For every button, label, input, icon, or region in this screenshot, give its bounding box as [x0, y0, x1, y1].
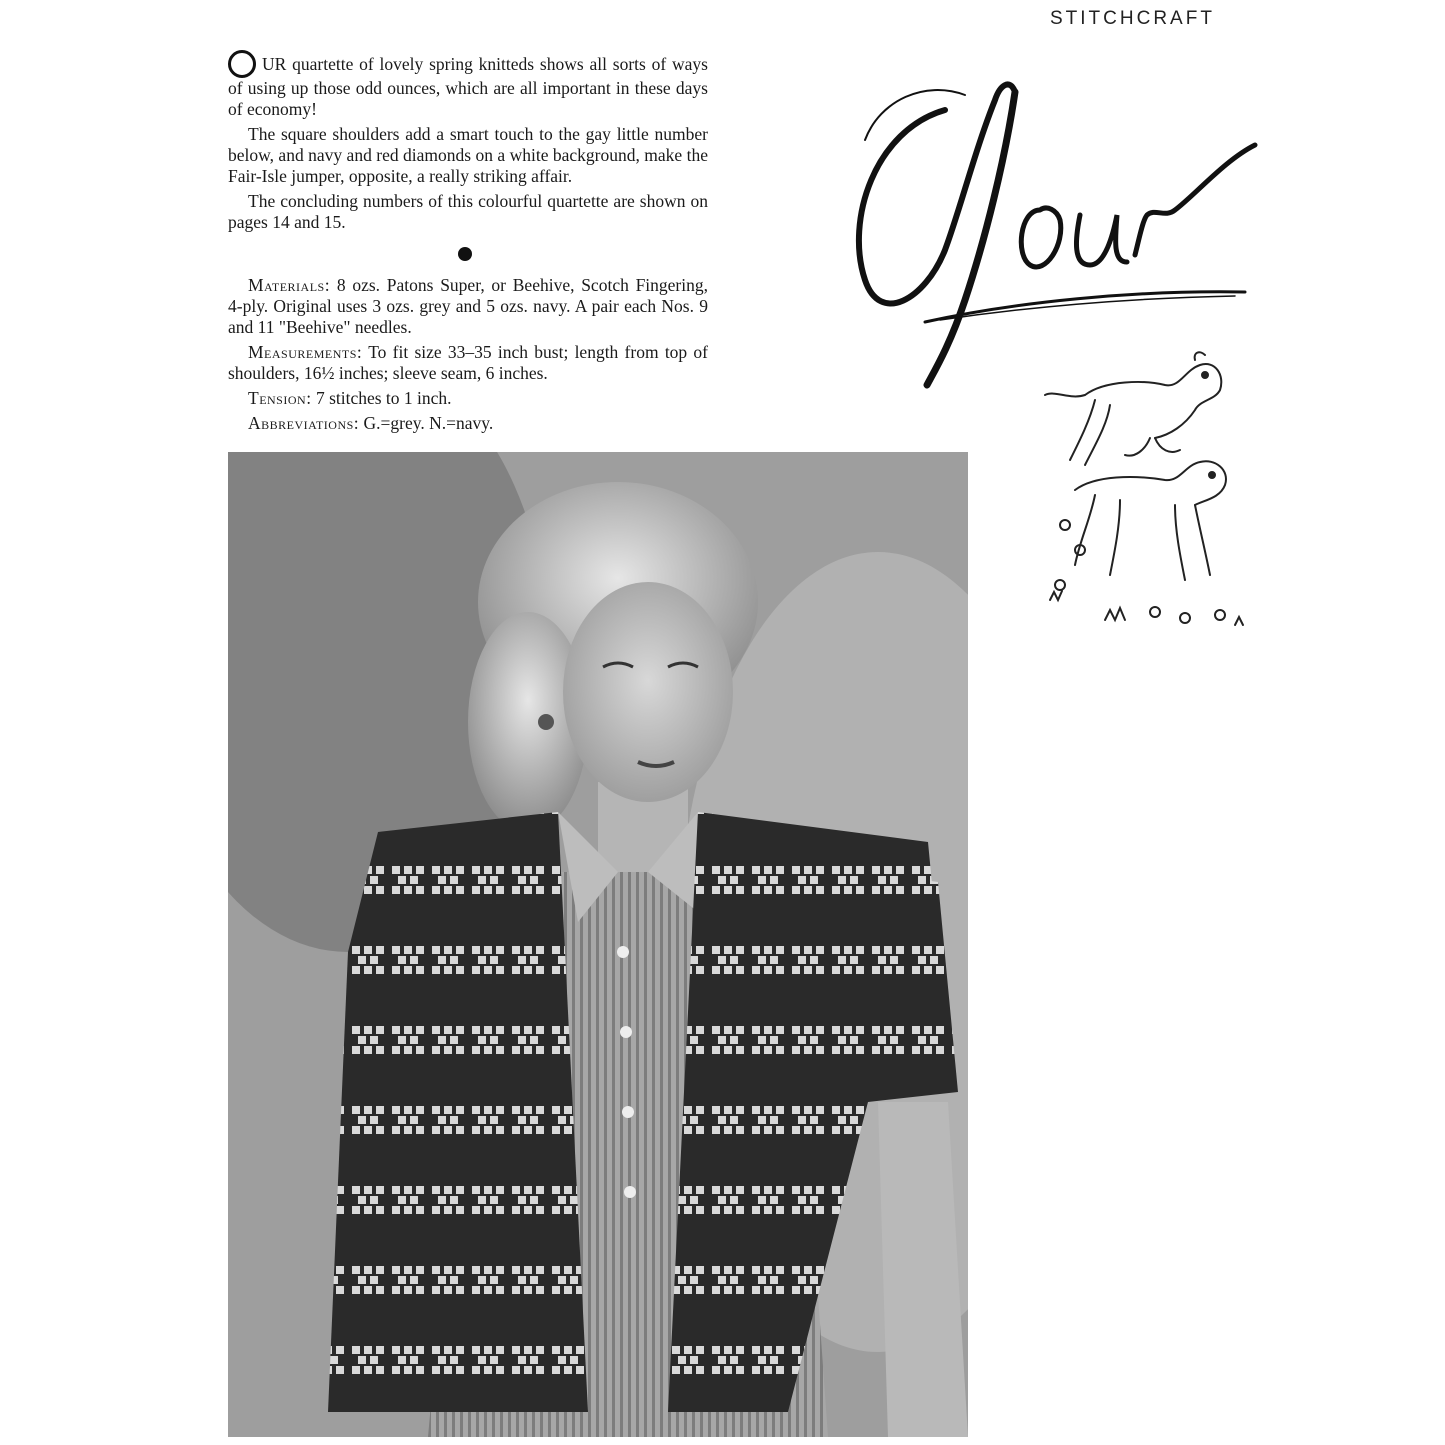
materials-line [228, 275, 708, 338]
intro-paragraph-3: The concluding numbers of this colourful quartette are shown on pages 14 and 15. [228, 191, 708, 232]
measurements-line [228, 342, 708, 384]
abbreviations-text: G.=grey. N.=navy. [363, 413, 494, 433]
measurements-text: To fit size 33–35 inch bust; length from top of shoulders, 16½ inches; sleeve seam, 6 inches. [228, 342, 708, 383]
model-photograph-art [228, 452, 968, 1437]
abbreviations-label: Abbreviations: [248, 413, 360, 433]
tension-text: 7 stitches to 1 inch. [315, 388, 452, 408]
measurements-label: Measurements: [248, 342, 363, 362]
intro-paragraph-2: The square shoulders add a smart touch to the gay little number below, and navy and red diamonds on a white background, make the Fair-Isle jumper, opposite, a really striking affair. [228, 124, 708, 186]
tension-label: Tension: [248, 388, 312, 408]
materials-label: Materials: [248, 275, 331, 295]
masthead: STITCHCRAFT [1050, 8, 1215, 29]
section-bullet-icon [458, 247, 472, 261]
model-photograph [228, 452, 968, 1437]
drop-cap-initial [228, 50, 256, 78]
intro-paragraph-1 [228, 50, 708, 120]
intro-paragraph-1-text: UR quartette of lovely spring knitteds shows all sorts of ways of using up those odd ounces, which are all important in these days of economy! [228, 54, 708, 119]
pattern-specs [228, 275, 708, 434]
article-text [228, 50, 708, 438]
lambs-illustration [1035, 340, 1265, 640]
abbreviations-line [228, 413, 708, 434]
materials-text: 8 ozs. Patons Super, or Beehive, Scotch Fingering, 4-ply. Original uses 3 ozs. grey and 5 ozs. navy. A pair each Nos. 9 and 11 "Beehive" needles. [228, 275, 708, 337]
tension-line [228, 388, 708, 409]
